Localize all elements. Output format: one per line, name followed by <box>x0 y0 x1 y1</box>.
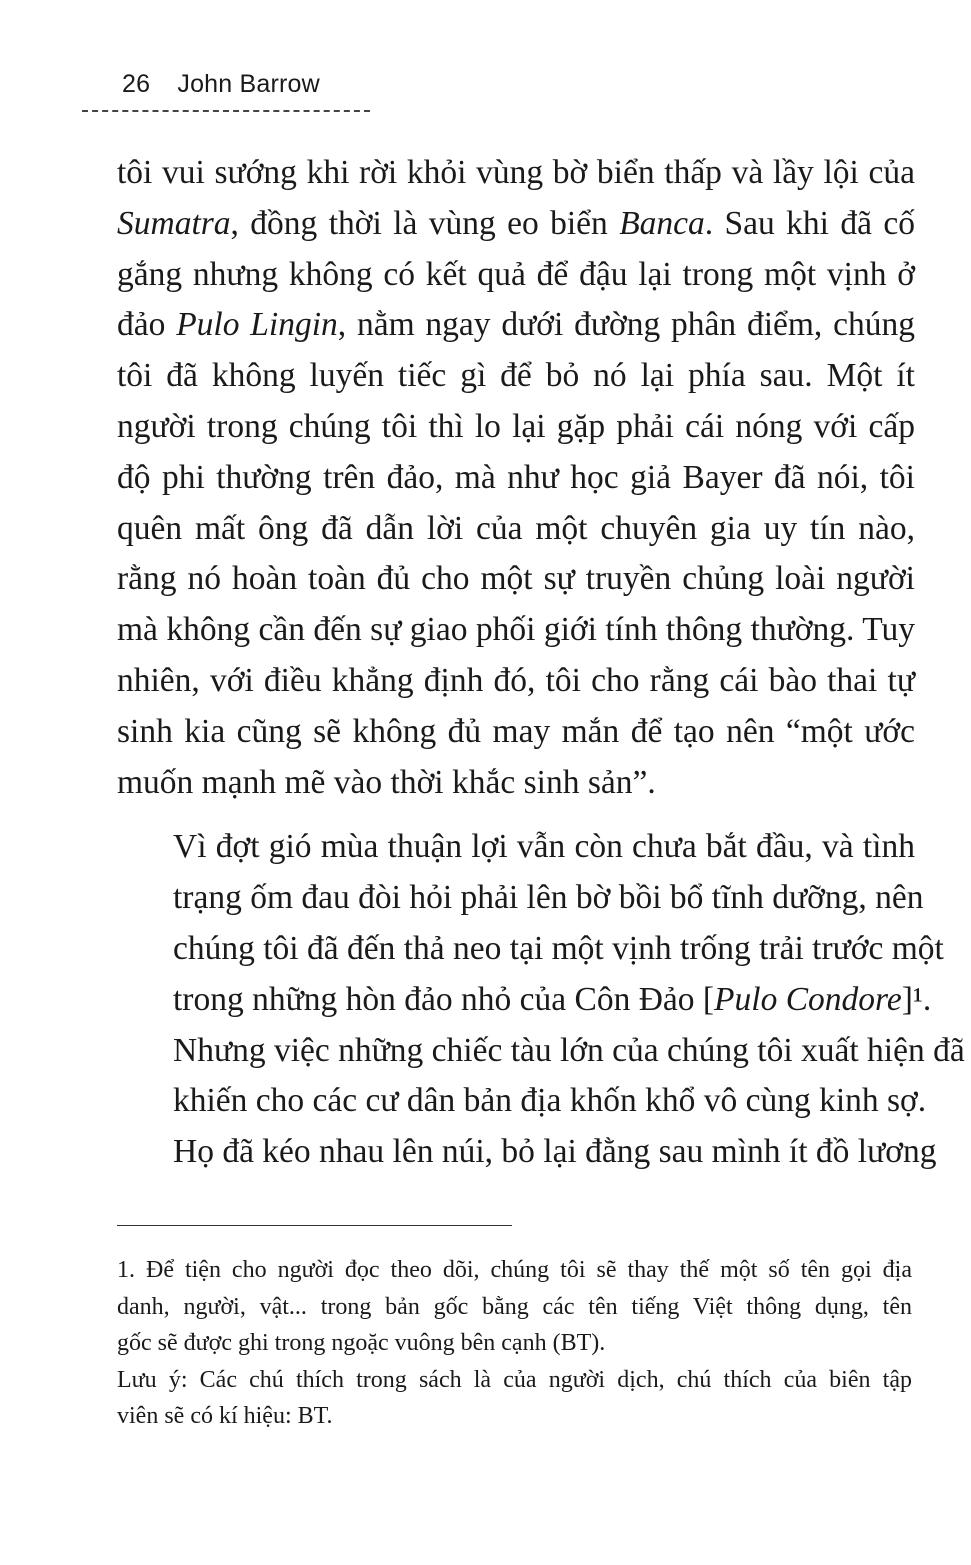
text-segment: Họ đã kéo nhau lên núi, bỏ lại đằng sau mình ít đồ lương <box>173 1133 937 1171</box>
text-segment: gắng nhưng không có kết quả để đậu lại trong một vịnh ở <box>117 255 915 293</box>
text-segment: . Sau khi đã cố <box>704 204 915 242</box>
text-line <box>117 822 915 873</box>
italic-name: Sumatra <box>117 204 231 242</box>
text-segment: độ phi thường trên đảo, mà như học giả Bayer đã nói, tôi <box>117 458 915 496</box>
text-segment: chúng tôi đã đến thả neo tại một vịnh trống trải trước một <box>173 929 944 967</box>
footnotes <box>117 1252 912 1435</box>
text-line <box>117 975 932 1026</box>
text-line <box>117 1076 927 1127</box>
text-segment: người trong chúng tôi thì lo lại gặp phải cái nóng với cấp <box>117 407 915 445</box>
text-line <box>117 707 915 758</box>
text-segment: đảo <box>117 306 177 344</box>
text-line <box>117 199 915 250</box>
paragraph-2 <box>117 822 965 1178</box>
footnote-line: gốc sẽ được ghi trong ngoặc vuông bên cạnh (BT). <box>117 1330 606 1356</box>
running-title: John Barrow <box>177 70 320 98</box>
text-segment: mà không cần đến sự giao phối giới tính thông thường. Tuy <box>117 611 915 649</box>
text-segment: tôi vui sướng khi rời khỏi vùng bờ biển thấp và lầy lội của <box>117 154 915 191</box>
footnote-line: danh, người, vật... trong bản gốc bằng các tên tiếng Việt thông dụng, tên <box>117 1293 912 1320</box>
footnote-note <box>117 1362 912 1435</box>
text-line <box>117 605 915 656</box>
text-segment: rằng nó hoàn toàn đủ cho một sự truyền chủng loài người <box>117 560 915 598</box>
page-number: 26 <box>122 70 151 98</box>
text-line <box>117 656 915 707</box>
body-text <box>117 148 965 1178</box>
text-line <box>117 873 924 924</box>
footnote-separator <box>117 1225 512 1226</box>
text-line <box>117 554 915 605</box>
running-head <box>122 70 320 99</box>
footnote-line: viên sẽ có kí hiệu: BT. <box>117 1403 333 1429</box>
footnote-1 <box>117 1252 912 1362</box>
header-dashed-rule <box>82 110 370 112</box>
text-segment: khiến cho các cư dân bản địa khốn khổ vô cùng kinh sợ. <box>173 1082 927 1120</box>
italic-name: Pulo Lingin <box>176 306 338 344</box>
text-segment: tôi đã không luyến tiếc gì để bỏ nó lại phía sau. Một ít <box>117 357 915 395</box>
text-line <box>117 453 915 504</box>
text-line <box>117 402 915 453</box>
text-segment: muốn mạnh mẽ vào thời khắc sinh sản”. <box>117 763 656 801</box>
text-segment: Vì đợt gió mùa thuận lợi vẫn còn chưa bắt đầu, và tình <box>173 828 915 866</box>
text-segment: sinh kia cũng sẽ không đủ may mắn để tạo nên “một ước <box>117 712 915 750</box>
text-line <box>117 1026 965 1077</box>
text-segment: trong những hòn đảo nhỏ của Côn Đảo [ <box>173 980 715 1018</box>
text-segment: quên mất ông đã dẫn lời của một chuyên gia uy tín nào, <box>117 509 915 547</box>
text-line <box>117 250 915 301</box>
text-line <box>117 758 915 809</box>
text-line <box>117 504 915 555</box>
italic-name: Pulo Condore <box>714 980 902 1018</box>
text-line <box>117 1127 937 1178</box>
text-segment: , đồng thời là vùng eo biển <box>230 204 620 242</box>
text-segment: , nằm ngay dưới đường phân điểm, chúng <box>337 306 915 344</box>
italic-name: Banca <box>619 204 705 242</box>
text-segment: ]¹. <box>901 980 932 1018</box>
footnote-line: Lưu ý: Các chú thích trong sách là của người dịch, chú thích của biên tập <box>117 1366 912 1393</box>
text-line <box>117 148 915 199</box>
text-line <box>117 300 915 351</box>
text-line <box>117 924 944 975</box>
text-segment: trạng ốm đau đòi hỏi phải lên bờ bồi bổ tĩnh dưỡng, nên <box>173 879 924 917</box>
paragraph-1 <box>117 148 915 808</box>
text-segment: nhiên, với điều khẳng định đó, tôi cho rằng cái bào thai tự <box>117 661 915 699</box>
text-line <box>117 351 915 402</box>
text-segment: Nhưng việc những chiếc tàu lớn của chúng tôi xuất hiện đã <box>173 1031 965 1069</box>
footnote-line: 1. Để tiện cho người đọc theo dõi, chúng tôi sẽ thay thế một số tên gọi địa <box>117 1257 912 1283</box>
